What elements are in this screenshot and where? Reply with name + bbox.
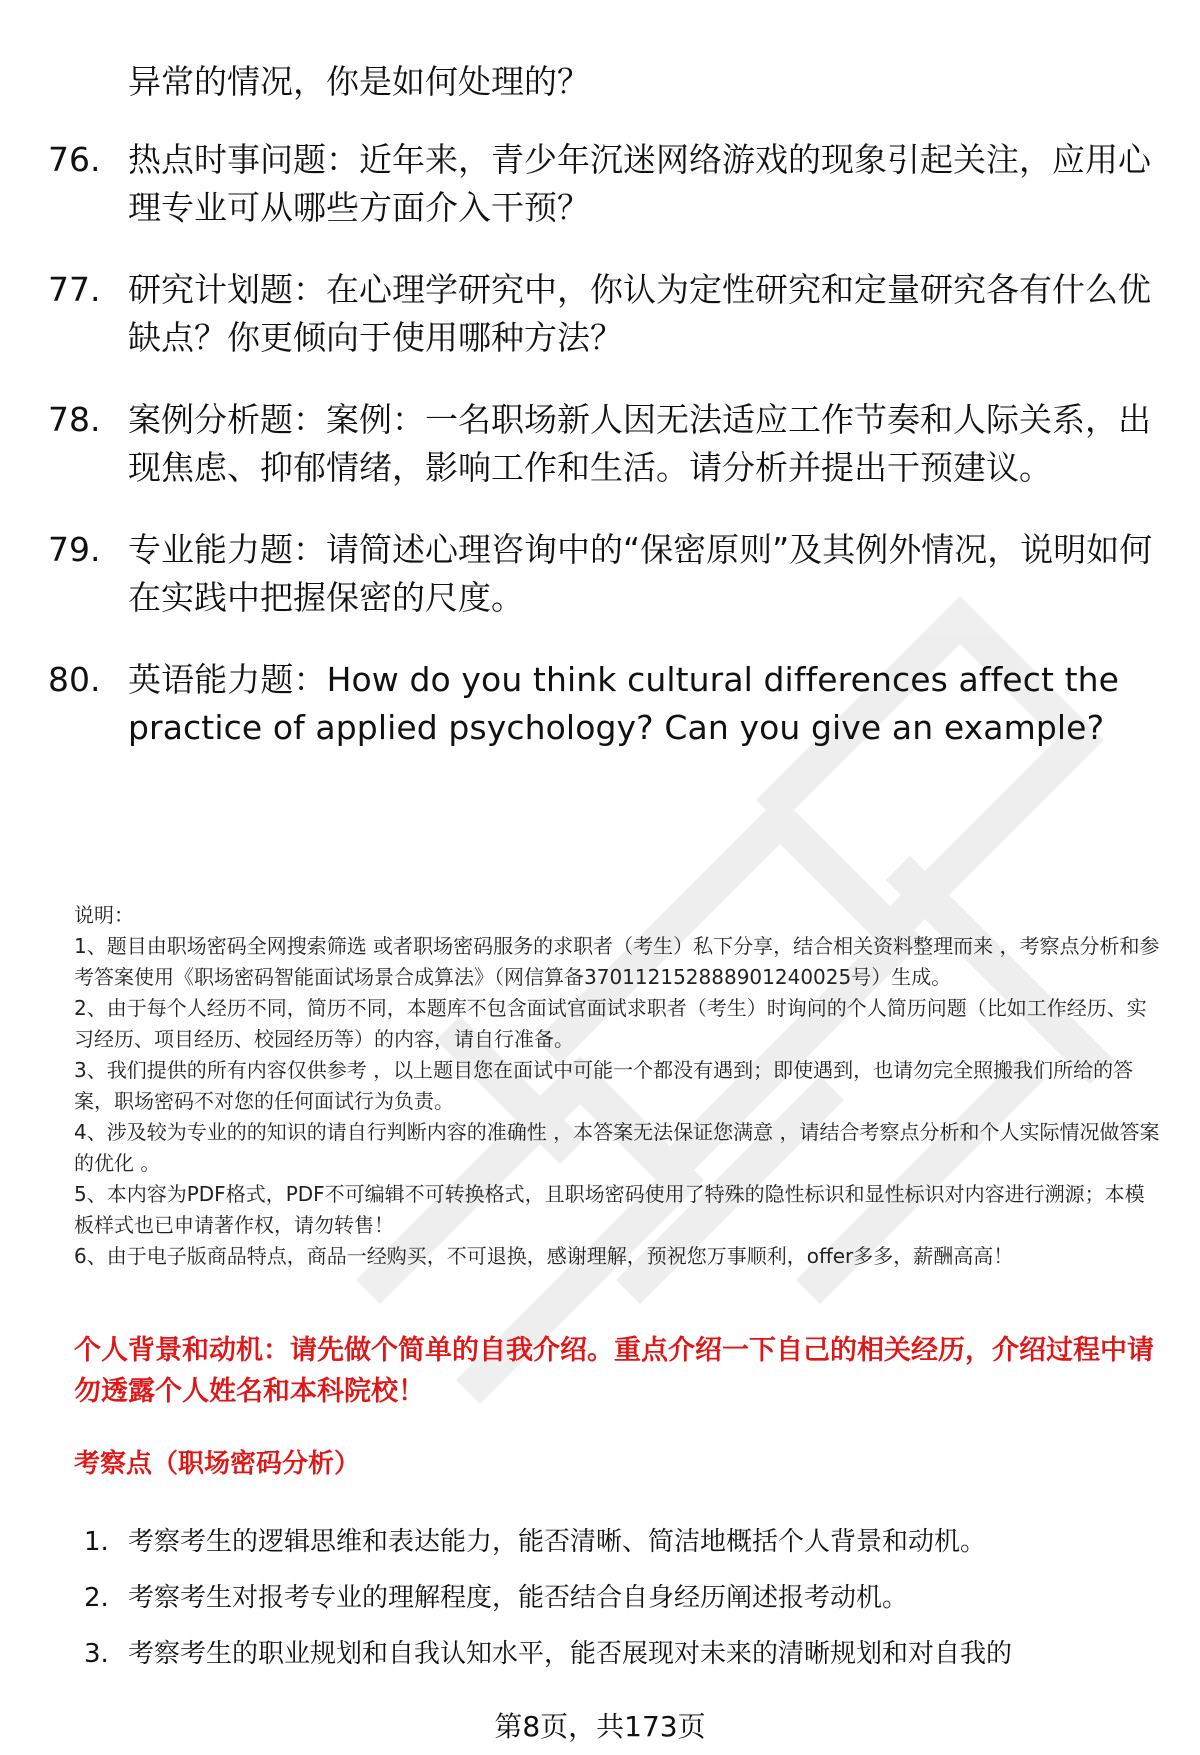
analysis-heading: 考察点（职场密码分析） — [74, 1449, 361, 1479]
question-number: 79. — [48, 530, 101, 569]
question-text: 英语能力题：How do you think cultural differences affect the practice of applied psychology? Can you give an example? — [128, 660, 1120, 747]
point-text: 考察考生对报考专业的理解程度，能否结合自身经历阐述报考动机。 — [128, 1583, 909, 1613]
question-text: 研究计划题：在心理学研究中，你认为定性研究和定量研究各有什么优缺点？你更倾向于使用哪种方法？ — [128, 270, 1151, 357]
notes-title: 说明： — [74, 903, 134, 927]
point-text: 考察考生的职业规划和自我认知水平，能否展现对未来的清晰规划和对自我的 — [128, 1639, 1013, 1669]
analysis-points — [84, 1522, 1174, 1690]
notes-section — [74, 900, 1160, 1272]
question-item — [48, 396, 1168, 492]
question-number: 78. — [48, 400, 101, 439]
question-number: 76. — [48, 140, 101, 179]
question-text: 案例分析题：案例：一名职场新人因无法适应工作节奏和人际关系，出现焦虑、抑郁情绪，影响工作和生活。请分析并提出干预建议。 — [128, 400, 1151, 487]
point-number: 2. — [84, 1583, 109, 1613]
page-footer: 第8页，共173页 — [494, 1710, 706, 1743]
question-number: 77. — [48, 270, 101, 309]
note-item: 6、由于电子版商品特点，商品一经购买，不可退换，感谢理解，预祝您万事顺利，offer多多，薪酬高高！ — [74, 1244, 1014, 1268]
featured-question: 个人背景和动机：请先做个简单的自我介绍。重点介绍一下自己的相关经历，介绍过程中请勿透露个人姓名和本科院校！ — [74, 1335, 1154, 1407]
question-text: 热点时事问题：近年来，青少年沉迷网络游戏的现象引起关注，应用心理专业可从哪些方面介入干预？ — [128, 140, 1151, 227]
analysis-point — [84, 1578, 1174, 1618]
question-item — [48, 266, 1168, 362]
point-text: 考察考生的逻辑思维和表达能力，能否清晰、简洁地概括个人背景和动机。 — [128, 1527, 987, 1557]
analysis-point — [84, 1522, 1174, 1562]
question-list — [48, 136, 1168, 786]
note-item: 5、本内容为PDF格式，PDF不可编辑不可转换格式，且职场密码使用了特殊的隐性标识和显性标识对内容进行溯源；本模板样式也已申请著作权，请勿转售！ — [74, 1182, 1145, 1237]
question-text: 专业能力题：请简述心理咨询中的“保密原则”及其例外情况，说明如何在实践中把握保密的尺度。 — [128, 530, 1153, 617]
question-continuation: 异常的情况，你是如何处理的？ — [128, 62, 590, 101]
question-item — [48, 136, 1168, 232]
note-item: 1、题目由职场密码全网搜索筛选 或者职场密码服务的求职者（考生）私下分享，结合相关资料整理而来 ，考察点分析和参考答案使用《职场密码智能面试场景合成算法》（网信算备370112152888901240025号）生成。 — [74, 934, 1160, 989]
point-number: 3. — [84, 1639, 109, 1669]
question-item — [48, 526, 1168, 622]
point-number: 1. — [84, 1527, 109, 1557]
question-number: 80. — [48, 660, 101, 699]
question-item — [48, 656, 1168, 752]
note-item: 3、我们提供的所有内容仅供参考 ，以上题目您在面试中可能一个都没有遇到；即使遇到，也请勿完全照搬我们所给的答案，职场密码不对您的任何面试行为负责。 — [74, 1058, 1134, 1113]
note-item: 2、由于每个人经历不同，简历不同，本题库不包含面试官面试求职者（考生）时询问的个人简历问题（比如工作经历、实习经历、项目经历、校园经历等）的内容，请自行准备。 — [74, 996, 1147, 1051]
analysis-point — [84, 1634, 1174, 1674]
note-item: 4、涉及较为专业的的知识的请自行判断内容的准确性 ，本答案无法保证您满意 ，请结合考察点分析和个人实际情况做答案的优化 。 — [74, 1120, 1160, 1175]
